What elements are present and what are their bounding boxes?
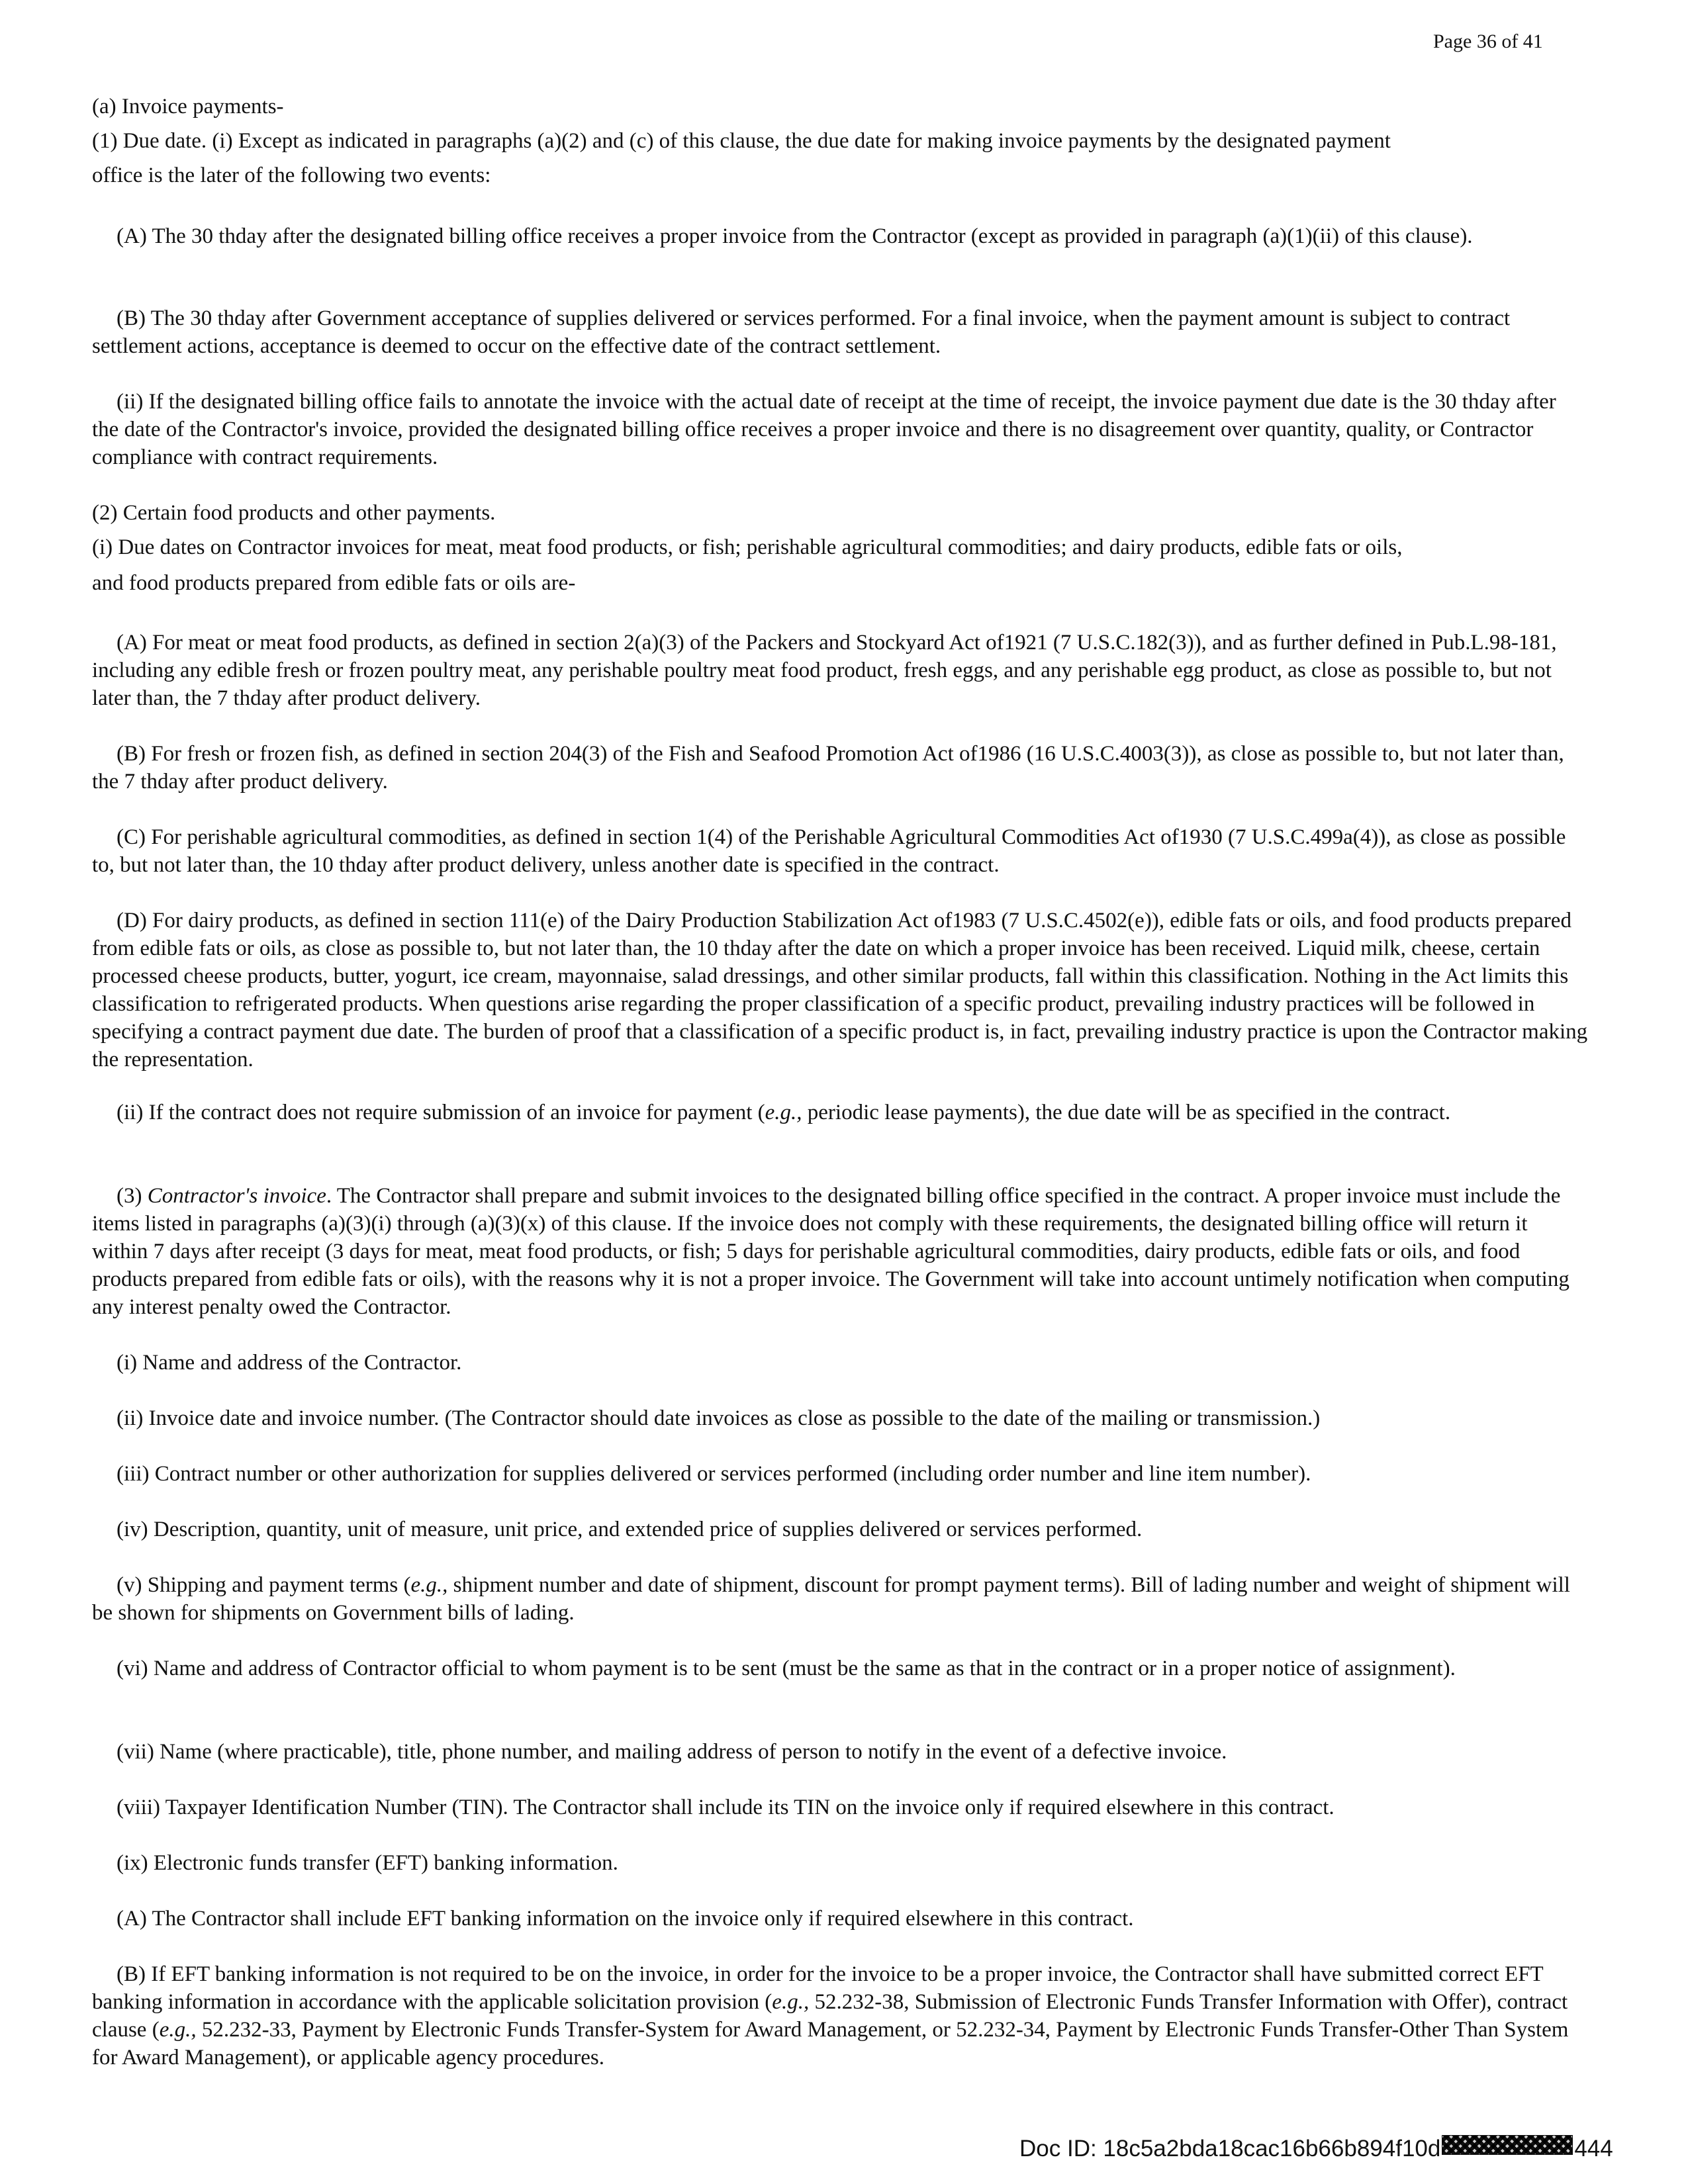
para-a3-iii: (iii) Contract number or other authorization for supplies delivered or services performed (including order number and line item number).: [117, 1462, 1311, 1486]
para-a1-A: (A) The 30 thday after the designated billing office receives a proper invoice from the Contractor (except as provided in paragraph (a)(1)(ii) of this clause).: [117, 224, 1473, 248]
para-a2i-line2: and food products prepared from edible fats or oils are-: [92, 571, 576, 595]
para-a3-iv: (iv) Description, quantity, unit of measure, unit price, and extended price of supplies delivered or services performed.: [117, 1518, 1143, 1541]
redaction-mark: [1442, 2135, 1573, 2155]
para-a3-v-eg: e.g.,: [410, 1573, 448, 1597]
para-a3-viii: (viii) Taxpayer Identification Number (TIN). The Contractor shall include its TIN on the invoice only if required elsewhere in this contract.: [117, 1796, 1335, 1819]
para-a3-vi: (vi) Name and address of Contractor official to whom payment is to be sent (must be the same as that in the contract or in a proper notice of assignment).: [117, 1657, 1456, 1680]
para-ixB-part2: 52.232-38, Submission of Electronic Funds Transfer Information with Offer), contract clause (: [92, 1990, 1568, 2042]
para-a3: [92, 1182, 1588, 1321]
para-a1-B: (B) The 30 thday after Government acceptance of supplies delivered or services performed. For a final invoice, when the payment amount is subject to contract settlement actions, acceptance is deemed to occur on the effective date of the contract settlement.: [92, 306, 1511, 358]
para-a2-ii-eg: e.g.,: [765, 1101, 802, 1124]
para-a3-title: Contractor's invoice: [147, 1184, 326, 1208]
para-a3-vii: (vii) Name (where practicable), title, phone number, and mailing address of person to notify in the event of a defective invoice.: [117, 1740, 1227, 1764]
para-a3-v-pre: (v) Shipping and payment terms (: [117, 1573, 411, 1597]
para-a3-ix: (ix) Electronic funds transfer (EFT) banking information.: [117, 1851, 618, 1875]
para-ixB-part3: 52.232-33, Payment by Electronic Funds Transfer-System for Award Management, or 52.232-34, Payment by Electronic Funds Transfer-Other Than System for Award Management), or applicable agency procedures.: [92, 2018, 1569, 2070]
para-a3-ii: (ii) Invoice date and invoice number. (The Contractor should date invoices as close as possible to the date of the mailing or transmission.): [117, 1406, 1321, 1430]
doc-id-text: Doc ID: 18c5a2bda18cac16b66b894f10d: [1019, 2136, 1441, 2161]
para-a3-body: . The Contractor shall prepare and submit invoices to the designated billing office specified in the contract. A proper invoice must include the items listed in paragraphs (a)(3)(i) through (a)(3)(x) of this clause. If the invoice does not comply with these requirements, the designated billing office will return it within 7 days after receipt (3 days for meat, meat food products, or fish; 5 days for perishable agricultural commodities, dairy products, edible fats or oils, and food products prepared from edible fats or oils), with the reasons why it is not a proper invoice. The Government will take into account untimely notification when computing any interest penalty owed the Contractor.: [92, 1184, 1570, 1319]
para-a3-ix-B: [92, 1960, 1588, 2071]
para-a2-C: (C) For perishable agricultural commodities, as defined in section 1(4) of the Perishable Agricultural Commodities Act of1930 (7 U.S.C.499a(4)), as close as possible to, but not later than, the 10 thday after product delivery, unless another date is specified in the contract.: [92, 825, 1566, 877]
page-number: Page 36 of 41: [1433, 30, 1543, 52]
para-a1-ii: (ii) If the designated billing office fails to annotate the invoice with the actual date of receipt at the time of receipt, the invoice payment due date is the 30 thday after the date of the Contractor's invoice, provided the designated billing office receives a proper invoice and there is no disagreement over quantity, quality, or Contractor compliance with contract requirements.: [92, 390, 1556, 469]
para-a2-D: (D) For dairy products, as defined in section 111(e) of the Dairy Production Stabilization Act of1983 (7 U.S.C.4502(e)), edible fats or oils, and food products prepared from edible fats or oils, as close as possible to, but not later than, the 10 thday after the date on which a proper invoice has been received. Liquid milk, cheese, certain processed cheese products, butter, yogurt, ice cream, mayonnaise, salad dressings, and other similar products, fall within this classification. Nothing in the Act limits this classification to refrigerated products. When questions arise regarding the proper classification of a specific product, prevailing industry practices will be followed in specifying a contract payment due date. The burden of proof that a classification of a specific product is, in fact, prevailing industry practice is upon the Contractor making the representation.: [92, 909, 1588, 1071]
doc-id-footer: [1019, 2135, 1668, 2168]
para-a2-ii-pre: (ii) If the contract does not require submission of an invoice for payment (: [117, 1101, 765, 1124]
para-a3-i: (i) Name and address of the Contractor.: [117, 1351, 462, 1375]
para-a2-title: (2) Certain food products and other payments.: [92, 501, 496, 525]
para-a1-line2: office is the later of the following two events:: [92, 163, 491, 187]
para-a-title: (a) Invoice payments-: [92, 95, 284, 118]
para-a2-ii-post: periodic lease payments), the due date will be as specified in the contract.: [802, 1101, 1451, 1124]
doc-id-suffix: 444: [1574, 2136, 1613, 2161]
para-ixB-eg2: e.g.,: [159, 2018, 197, 2042]
para-ixB-eg1: e.g.,: [772, 1990, 810, 2014]
para-a3-num: (3): [117, 1184, 148, 1208]
para-a2-A: (A) For meat or meat food products, as defined in section 2(a)(3) of the Packers and Stockyard Act of1921 (7 U.S.C.182(3)), and as further defined in Pub.L.98-181, including any edible fresh or frozen poultry meat, any perishable poultry meat food product, fresh eggs, and any perishable egg product, as close as possible to, but not later than, the 7 thday after product delivery.: [92, 631, 1557, 710]
para-a3-v-post: shipment number and date of shipment, discount for prompt payment terms). Bill of lading number and weight of shipment will be shown for shipments on Government bills of lading.: [92, 1573, 1570, 1625]
para-a2-B: (B) For fresh or frozen fish, as defined in section 204(3) of the Fish and Seafood Promotion Act of1986 (16 U.S.C.4003(3)), as close as possible to, but not later than, the 7 thday after product delivery.: [92, 742, 1564, 794]
para-a3-ix-A: (A) The Contractor shall include EFT banking information on the invoice only if required elsewhere in this contract.: [117, 1907, 1134, 1931]
para-a3-v: [92, 1571, 1588, 1627]
para-a2i-line1: (i) Due dates on Contractor invoices for meat, meat food products, or fish; perishable agricultural commodities; and dairy products, edible fats or oils,: [92, 535, 1403, 559]
para-a1-line1: (1) Due date. (i) Except as indicated in paragraphs (a)(2) and (c) of this clause, the due date for making invoice payments by the designated payment: [92, 129, 1391, 153]
para-ixB-part1: (B) If EFT banking information is not required to be on the invoice, in order for the invoice to be a proper invoice, the Contractor shall have submitted correct EFT banking information in accordance with the applicable solicitation provision (: [92, 1962, 1544, 2014]
para-a2-ii: [92, 1099, 1588, 1126]
